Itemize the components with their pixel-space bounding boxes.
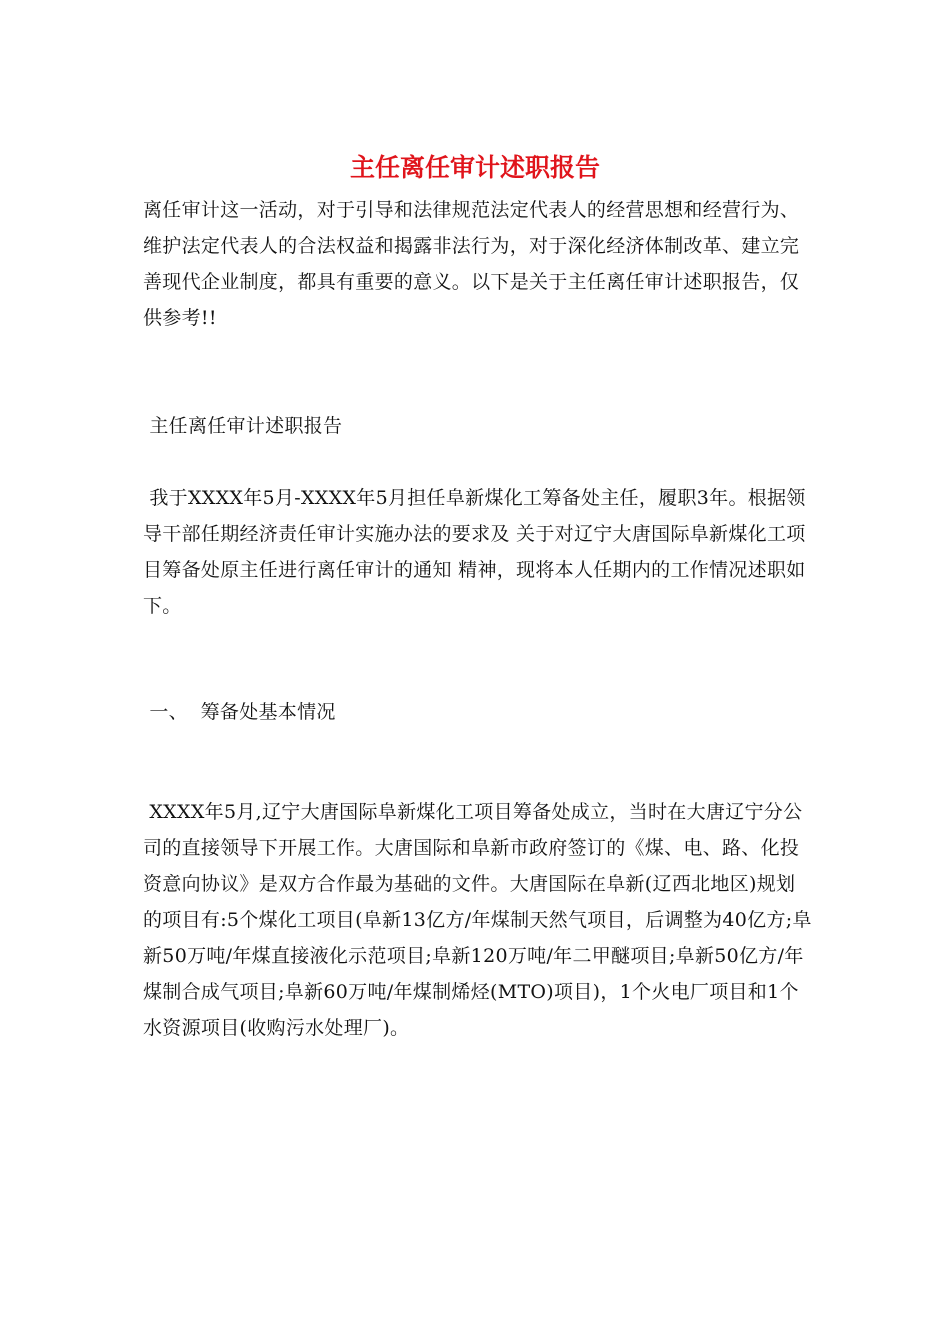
intro-paragraph: 离任审计这一活动，对于引导和法律规范法定代表人的经营思想和经营行为、维护法定代表人的合法权益和揭露非法行为，对于深化经济体制改革、建立完善现代企业制度，都具有重要的意义。以下是关于主任离任审计述职报告，仅供参考!! — [143, 199, 800, 329]
document-title: 主任离任审计述职报告 — [349, 153, 600, 182]
report-subtitle: 主任离任审计述职报告 — [143, 415, 343, 437]
body-paragraph-tenure: 我于XXXX年5月-XXXX年5月担任阜新煤化工筹备处主任，履职3年。根据领导干部任期经济责任审计实施办法的要求及 关于对辽宁大唐国际阜新煤化工项目筹备处原主任进行离任审计的通知 精神，现将本人任期内的工作情况述职如下。 — [143, 487, 806, 617]
body-paragraph-basic-info: XXXX年5月,辽宁大唐国际阜新煤化工项目筹备处成立，当时在大唐辽宁分公司的直接领导下开展工作。大唐国际和阜新市政府签订的《煤、电、路、化投资意向协议》是双方合作最为基础的文件。大唐国际在阜新(辽西北地区)规划的项目有:5个煤化工项目(阜新13亿方/年煤制天然气项目，后调整为40亿方;阜新50万吨/年煤直接液化示范项目;阜新120万吨/年二甲醚项目;阜新50亿方/年煤制合成气项目;阜新60万吨/年煤制烯烃(MTO)项目)，1个火电厂项目和1个水资源项目(收购污水处理厂)。 — [143, 801, 812, 1039]
section-heading-basic-info: 一、 筹备处基本情况 — [143, 701, 336, 723]
